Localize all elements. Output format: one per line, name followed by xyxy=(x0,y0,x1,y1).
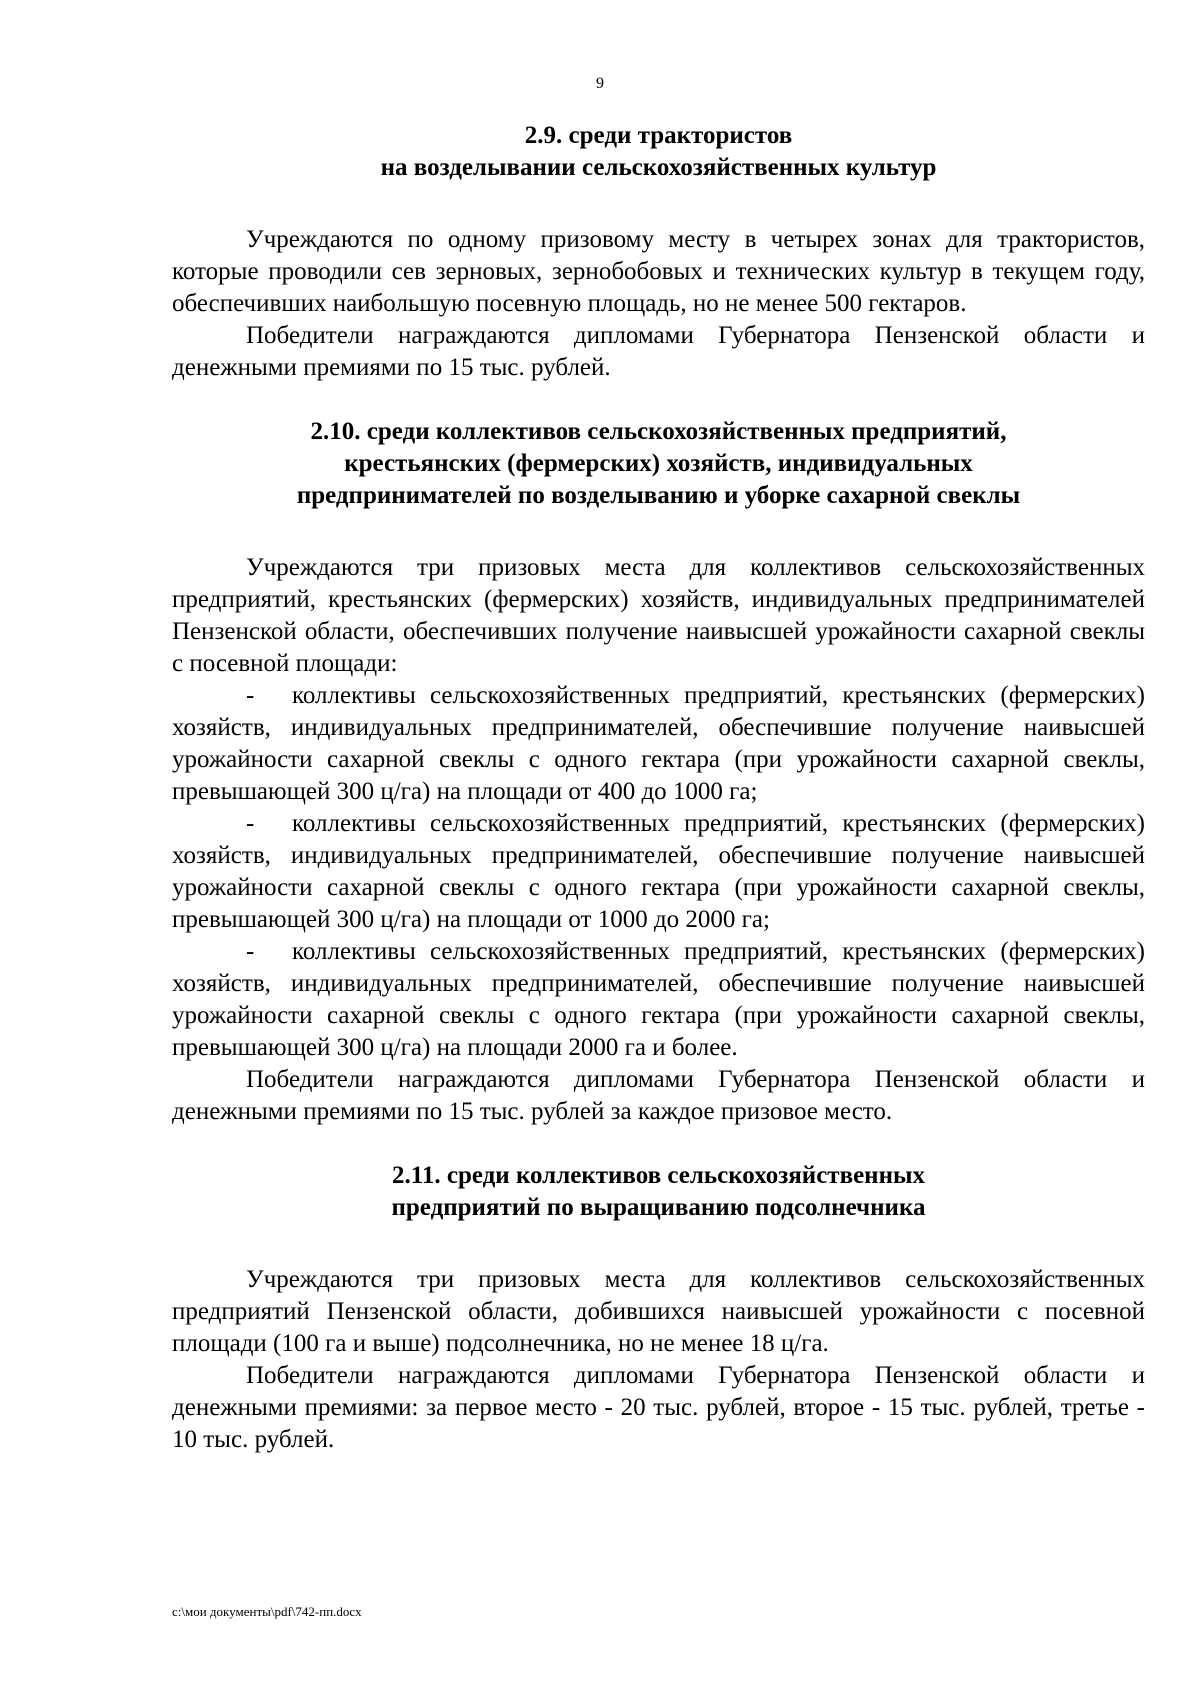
section-2-9 xyxy=(172,120,1145,384)
heading-line: предпринимателей по возделыванию и уборке сахарной свеклы xyxy=(296,482,1021,509)
heading-line: крестьянских (фермерских) хозяйств, индивидуальных xyxy=(344,450,973,477)
paragraph: Победители награждаются дипломами Губернатора Пензенской области и денежными премиями по 15 тыс. рублей за каждое призовое место. xyxy=(172,1066,1145,1125)
paragraph: Учреждаются три призовых места для коллективов сельскохозяйственных предприятий, крестьянских (фермерских) хозяйств, индивидуальных предпринимателей Пензенской области, обеспечивших получение наивысшей урожайности сахарной свеклы с посевной площади: xyxy=(172,554,1145,677)
heading-line: 2.11. среди коллективов сельскохозяйственных xyxy=(392,1162,925,1189)
section-2-10 xyxy=(172,416,1145,1128)
heading-line: на возделывании сельскохозяйственных культур xyxy=(380,154,937,181)
list-marker: - xyxy=(246,682,255,709)
paragraph: Победители награждаются дипломами Губернатора Пензенской области и денежными премиями: за первое место - 20 тыс. рублей, второе - 15 тыс. рублей, третье - 10 тыс. рублей. xyxy=(172,1362,1145,1453)
paragraph: Учреждаются по одному призовому месту в четырех зонах для трактористов, которые проводили сев зерновых, зернобобовых и технических культур в текущем году, обеспечивших наибольшую посевную площадь, но не менее 500 гектаров. xyxy=(172,226,1145,317)
document-body xyxy=(172,120,1145,1456)
section-heading xyxy=(172,120,1145,184)
footer-file-path: c:\мои документы\pdf\742-пп.docx xyxy=(172,1604,362,1619)
section-heading xyxy=(172,1160,1145,1224)
list-item xyxy=(172,808,1145,936)
section-2-11 xyxy=(172,1160,1145,1456)
heading-line: 2.10. среди коллективов сельскохозяйственных предприятий, xyxy=(310,418,1007,445)
list-marker: - xyxy=(246,938,255,965)
paragraph: Учреждаются три призовых места для коллективов сельскохозяйственных предприятий Пензенской области, добившихся наивысшей урожайности с посевной площади (100 га и выше) подсолнечника, но не менее 18 ц/га. xyxy=(172,1266,1145,1357)
heading-line: 2.9. среди трактористов xyxy=(524,122,793,149)
heading-line: предприятий по выращиванию подсолнечника xyxy=(391,1194,926,1221)
section-heading xyxy=(172,416,1145,512)
list-item-text: коллективы сельскохозяйственных предприятий, крестьянских (фермерских) хозяйств, индивидуальных предпринимателей, обеспечившие получение наивысшей урожайности сахарной свеклы с одного гектара (при урожайности сахарной свеклы, превышающей 300 ц/га) на площади от 400 до 1000 га; xyxy=(172,682,1145,805)
list-item-text: коллективы сельскохозяйственных предприятий, крестьянских (фермерских) хозяйств, индивидуальных предпринимателей, обеспечившие получение наивысшей урожайности сахарной свеклы с одного гектара (при урожайности сахарной свеклы, превышающей 300 ц/га) на площади от 1000 до 2000 га; xyxy=(172,810,1145,933)
page-number: 9 xyxy=(596,75,604,92)
list-item xyxy=(172,936,1145,1064)
list-item-text: коллективы сельскохозяйственных предприятий, крестьянских (фермерских) хозяйств, индивидуальных предпринимателей, обеспечившие получение наивысшей урожайности сахарной свеклы с одного гектара (при урожайности сахарной свеклы, превышающей 300 ц/га) на площади 2000 га и более. xyxy=(172,938,1145,1061)
list-item xyxy=(172,680,1145,808)
paragraph: Победители награждаются дипломами Губернатора Пензенской области и денежными премиями по 15 тыс. рублей. xyxy=(172,322,1145,381)
list-marker: - xyxy=(246,810,255,837)
